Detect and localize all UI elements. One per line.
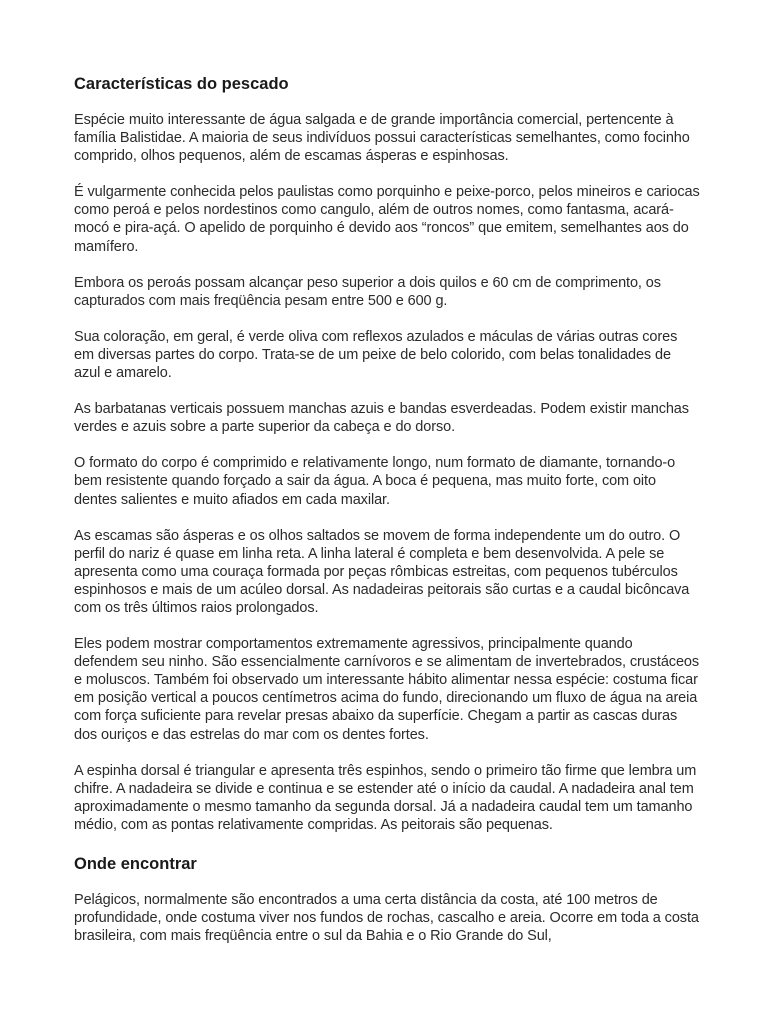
paragraph: Sua coloração, em geral, é verde oliva com reflexos azulados e máculas de várias outras cores em diversas partes do corpo. Trata-se de um peixe de belo colorido, com belas tonalidades de azul e amarelo.	[74, 328, 678, 382]
paragraph: Embora os peroás possam alcançar peso superior a dois quilos e 60 cm de comprimento, os capturados com mais freqüência pesam entre 500 e 600 g.	[74, 274, 661, 309]
paragraph: O formato do corpo é comprimido e relativamente longo, num formato de diamante, tornando-o bem resistente quando forçado a sair da água. A boca é pequena, mas muito forte, com oito dentes salientes e muito afiados em cada maxilar.	[74, 455, 676, 508]
section-heading-onde-encontrar: Onde encontrar	[74, 855, 197, 873]
paragraph: A espinha dorsal é triangular e apresenta três espinhos, sendo o primeiro tão firme que lembra um chifre. A nadadeira se divide e continua e se estender até o início da caudal. A nadadeira anal tem aproximadamente o mesmo tamanho da segunda dorsal. Já a nadadeira caudal tem um tamanho médio, com as pontas relativamente compridas. As peitorais são pequenas.	[74, 762, 697, 833]
paragraph: Pelágicos, normalmente são encontrados a uma certa distância da costa, até 100 metros de profundidade, onde costuma viver nos fundos de rochas, cascalho e areia. Ocorre em toda a costa brasileira, com mais freqüência entre o sul da Bahia e o Rio Grande do Sul,	[74, 892, 699, 945]
paragraph: Eles podem mostrar comportamentos extremamente agressivos, principalmente quando defendem seu ninho. São essencialmente carnívoros e se alimentam de invertebrados, crustáceos e moluscos. Também foi observado um interessante hábito alimentar nessa espécie: costuma ficar em posição vertical a poucos centímetros acima do fundo, direcionando um fluxo de água na areia com força suficiente para revelar presas abaixo da superfície. Chegam a partir as cascas duras dos ouriços e das estrelas do mar com os dentes fortes.	[74, 636, 700, 743]
paragraph: As escamas são ásperas e os olhos saltados se movem de forma independente um do outro. O perfil do nariz é quase em linha reta. A linha lateral é completa e bem desenvolvida. A pele se apresenta como uma couraça formada por peças rômbicas estreitas, com pequenos tubérculos espinhosos e mais de um acúleo dorsal. As nadadeiras peitorais são curtas e a caudal bicôncava com os três últimos raios prolongados.	[74, 527, 690, 616]
section-heading-caracteristicas: Características do pescado	[74, 75, 289, 93]
paragraph: Espécie muito interessante de água salgada e de grande importância comercial, pertencente à família Balistidae. A maioria de seus indivíduos possui características semelhantes, como focinho comprido, olhos pequenos, além de escamas ásperas e espinhosas.	[74, 112, 690, 165]
paragraph: As barbatanas verticais possuem manchas azuis e bandas esverdeadas. Podem existir manchas verdes e azuis sobre a parte superior da cabeça e do dorso.	[74, 401, 689, 436]
paragraph: É vulgarmente conhecida pelos paulistas como porquinho e peixe-porco, pelos mineiros e cariocas como peroá e pelos nordestinos como cangulo, além de outros nomes, como fantasma, acará-mocó e pira-açá. O apelido de porquinho é devido aos “roncos” que emitem, semelhantes aos do mamífero.	[74, 184, 700, 255]
document-page	[74, 72, 700, 963]
